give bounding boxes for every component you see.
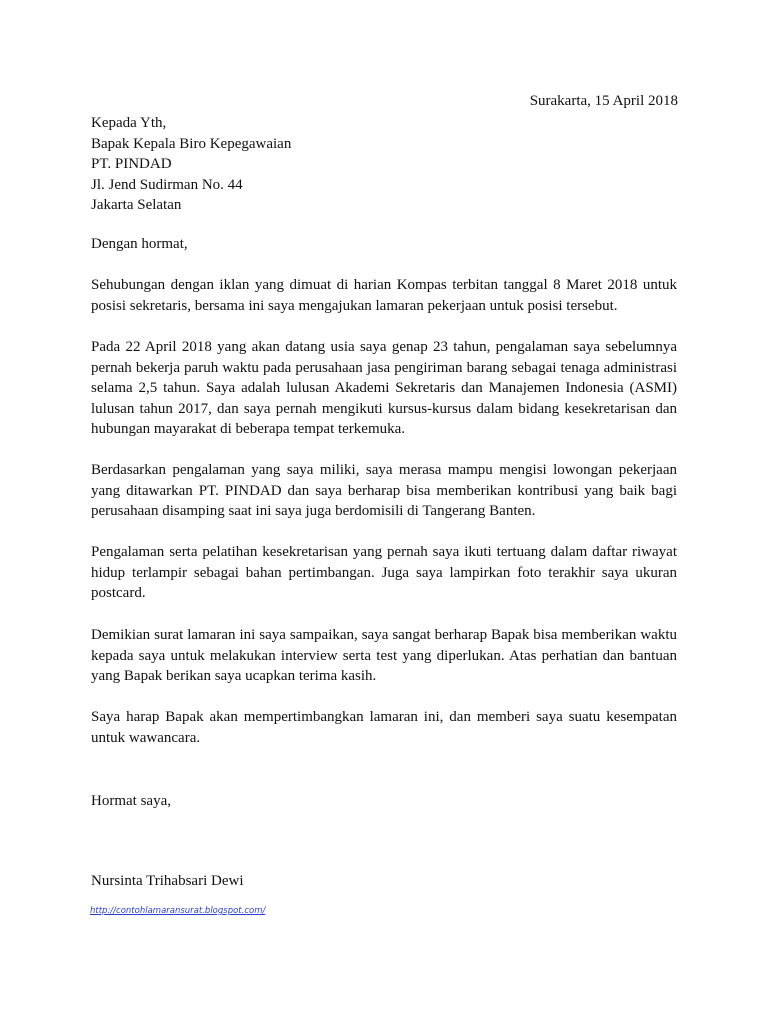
recipient-salutation: Kepada Yth, bbox=[91, 115, 167, 131]
recipient-address bbox=[91, 113, 291, 216]
body-paragraph-intro: Sehubungan dengan iklan yang dimuat di harian Kompas terbitan tanggal 8 Maret 2018 untuk posisi sekretaris, bersama ini saya mengajukan lamaran pekerjaan untuk posisi tersebut. bbox=[91, 277, 677, 314]
recipient-street: Jl. Jend Sudirman No. 44 bbox=[91, 176, 243, 193]
place-date: Surakarta, 15 April 2018 bbox=[529, 93, 678, 109]
body-paragraph-hope: Saya harap Bapak akan mempertimbangkan lamaran ini, dan memberi saya suatu kesempatan untuk wawancara. bbox=[91, 709, 677, 746]
body-paragraph-motivation: Berdasarkan pengalaman yang saya miliki, saya merasa mampu mengisi lowongan pekerjaan yang ditawarkan PT. PINDAD dan saya berharap bisa memberikan kontribusi yang baik bagi perusahaan disamping saat ini saya juga berdomisili di Tangerang Banten. bbox=[91, 462, 677, 519]
signature-name: Nursinta Trihabsari Dewi bbox=[91, 873, 244, 889]
greeting: Dengan hormat, bbox=[91, 236, 188, 252]
body-paragraph-request: Demikian surat lamaran ini saya sampaikan, saya sangat berharap Bapak bisa memberikan waktu kepada saya untuk melakukan interview serta test yang diperlukan. Atas perhatian dan bantuan yang Bapak berikan saya ucapkan terima kasih. bbox=[91, 627, 677, 684]
recipient-city: Jakarta Selatan bbox=[91, 197, 182, 213]
body-paragraph-background: Pada 22 April 2018 yang akan datang usia saya genap 23 tahun, pengalaman saya sebelumnya pernah bekerja paruh waktu pada perusahaan jasa pengiriman barang sebagai tenaga administrasi selama 2,5 tahun. Saya adalah lulusan Akademi Sekretaris dan Manajemen Indonesia (ASMI) lulusan tahun 2017, dan saya pernah mengikuti kursus-kursus dalam bidang kesekretarisan dan hubungan mayarakat di beberapa tempat terkemuka. bbox=[91, 339, 677, 437]
recipient-title: Bapak Kepala Biro Kepegawaian bbox=[91, 135, 292, 152]
source-url-link[interactable]: http://contohlamaransurat.blogspot.com/ bbox=[90, 906, 266, 916]
recipient-company: PT. PINDAD bbox=[91, 156, 172, 172]
body-paragraph-attachments: Pengalaman serta pelatihan kesekretarisan yang pernah saya ikuti tertuang dalam daftar riwayat hidup terlampir sebagai bahan pertimbangan. Juga saya lampirkan foto terakhir saya ukuran postcard. bbox=[91, 544, 677, 601]
closing: Hormat saya, bbox=[91, 793, 171, 809]
